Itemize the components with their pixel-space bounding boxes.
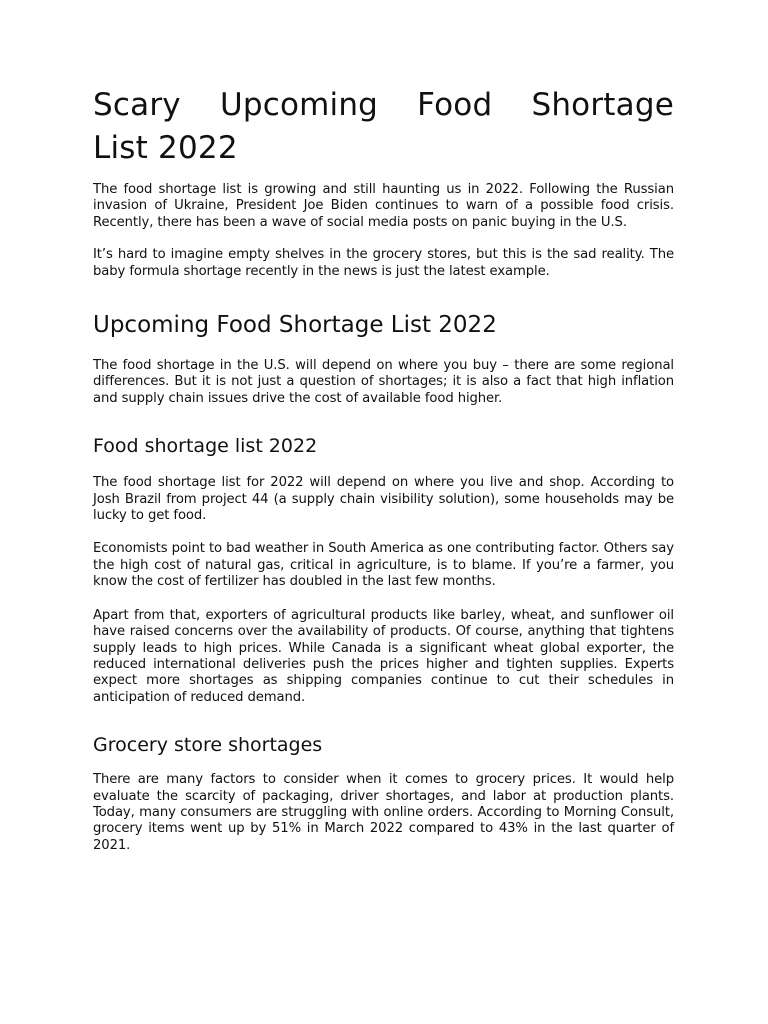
section2-paragraph-3: Apart from that, exporters of agricultural products like barley, wheat, and sunflower oil have raised concerns over the availability of products. Of course, anything that tightens supply leads to high prices. While Canada is a significant wheat global exporter, the reduced international deliveries push the prices higher and tighten supplies. Experts expect more shortages as shipping companies continue to cut their schedules in anticipation of reduced demand. [93,607,674,705]
page-title-line-2: List 2022 [93,130,238,166]
section-heading-grocery-store-shortages: Grocery store shortages [93,734,323,757]
section2-paragraph-1: The food shortage list for 2022 will depend on where you live and shop. According to Josh Brazil from project 44 (a supply chain visibility solution), some households may be lucky to get food. [93,475,674,524]
section-heading-upcoming-food-shortage: Upcoming Food Shortage List 2022 [93,312,497,339]
section3-paragraph-1: There are many factors to consider when it comes to grocery prices. It would help evaluate the scarcity of packaging, driver shortages, and labor at production plants. Today, many consumers are struggling with online orders. According to Morning Consult, grocery items went up by 51% in March 2022 compared to 43% in the last quarter of 2021. [93,772,674,853]
section-heading-food-shortage-list: Food shortage list 2022 [93,435,318,458]
section2-paragraph-2: Economists point to bad weather in South America as one contributing factor. Others say the high cost of natural gas, critical in agriculture, is to blame. If you’re a farmer, you know the cost of fertilizer has doubled in the last few months. [93,541,674,590]
intro-paragraph-1: The food shortage list is growing and still haunting us in 2022. Following the Russian invasion of Ukraine, President Joe Biden continues to warn of a possible food crisis. Recently, there has been a wave of social media posts on panic buying in the U.S. [93,182,674,230]
document-page [93,84,674,854]
intro-paragraph-2: It’s hard to imagine empty shelves in the grocery stores, but this is the sad reality. The baby formula shortage recently in the news is just the latest example. [93,247,674,279]
page-title-line-1: Scary Upcoming Food Shortage [93,87,674,123]
page-title [93,84,674,170]
section1-paragraph-1: The food shortage in the U.S. will depend on where you buy – there are some regional differences. But it is not just a question of shortages; it is also a fact that high inflation and supply chain issues drive the cost of available food higher. [93,358,674,406]
